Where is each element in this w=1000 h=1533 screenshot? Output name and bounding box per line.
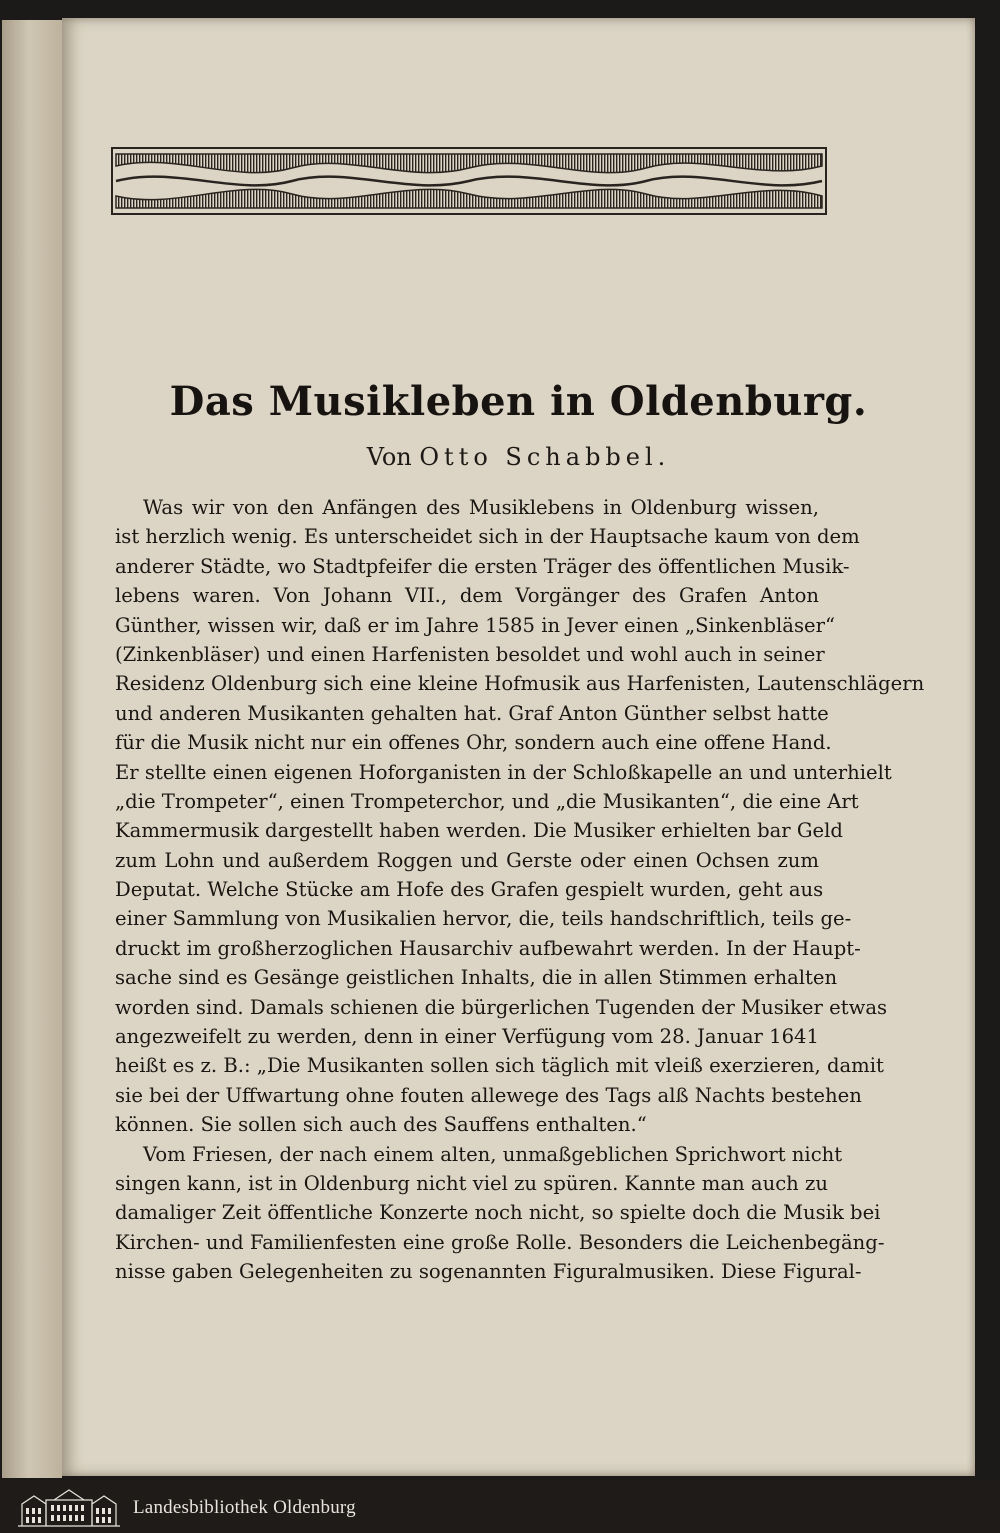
decorative-header-ornament	[112, 148, 826, 214]
text-line: Was wir von den Anfängen des Musiklebens in Oldenburg wissen,	[143, 496, 819, 519]
byline-prefix: Von	[366, 443, 412, 471]
text-line: anderer Städte, wo Stadtpfeifer die ersten Träger des öffentlichen Musik-	[115, 554, 850, 578]
text-line: angezweifelt zu werden, denn in einer Verfügung vom 28. Januar 1641	[115, 1025, 819, 1049]
text-line: sache sind es Gesänge geistlichen Inhalts, die in allen Stimmen erhalten	[115, 966, 838, 990]
book-page	[62, 18, 975, 1476]
text-line: für die Musik nicht nur ein offenes Ohr, sondern auch eine offene Hand.	[115, 731, 832, 755]
previous-page-edge	[2, 20, 62, 1478]
text-line: „die Trompeter“, einen Trompeterchor, und „die Musikanten“, die eine Art	[115, 789, 859, 813]
author-name: Otto Schabbel.	[419, 443, 671, 471]
text-line: nisse gaben Gelegenheiten zu sogenannten Figuralmusiken. Diese Figural-	[115, 1260, 862, 1284]
text-line: zum Lohn und außerdem Roggen und Gerste oder einen Ochsen zum	[115, 848, 819, 872]
text-line: Vom Friesen, der nach einem alten, unmaßgeblichen Sprichwort nicht	[143, 1142, 843, 1166]
text-line: Kirchen- und Familienfesten eine große Rolle. Besonders die Leichenbegäng-	[115, 1230, 885, 1254]
article-title: Das Musikleben in Oldenburg.	[169, 378, 868, 425]
text-line: Günther, wissen wir, daß er im Jahre 1585 in Jever einen „Sinkenbläser“	[115, 613, 836, 637]
text-line: und anderen Musikanten gehalten hat. Graf Anton Günther selbst hatte	[115, 701, 829, 725]
text-line: sie bei der Uffwartung ohne fouten allewege des Tags alß Nachts bestehen	[115, 1083, 862, 1107]
text-line: heißt es z. B.: „Die Musikanten sollen sich täglich mit vleiß exerzieren, damit	[115, 1054, 884, 1078]
library-name: Landesbibliothek Oldenburg	[133, 1497, 356, 1518]
library-footer-bar	[0, 1480, 1000, 1533]
text-line: worden sind. Damals schienen die bürgerlichen Tugenden der Musiker etwas	[115, 995, 888, 1019]
text-line: Deputat. Welche Stücke am Hofe des Grafen gespielt wurden, geht aus	[115, 878, 824, 902]
article-body	[115, 493, 925, 1287]
text-line: können. Sie sollen sich auch des Sauffens enthalten.“	[115, 1113, 647, 1137]
text-line: Residenz Oldenburg sich eine kleine Hofmusik aus Harfenisten, Lautenschlägern	[115, 672, 925, 696]
text-line: Kammermusik dargestellt haben werden. Die Musiker erhielten bar Geld	[115, 819, 843, 843]
text-line: ist herzlich wenig. Es unterscheidet sich in der Hauptsache kaum von dem	[115, 525, 860, 549]
text-line: einer Sammlung von Musikalien hervor, die, teils handschriftlich, teils ge-	[115, 907, 852, 931]
text-line: (Zinkenbläser) und einen Harfenisten besoldet und wohl auch in seiner	[115, 642, 825, 666]
text-line: Er stellte einen eigenen Hoforganisten in der Schloßkapelle an und unterhielt	[115, 760, 892, 784]
library-building-logo	[16, 1486, 122, 1528]
byline	[62, 443, 975, 471]
text-line: singen kann, ist in Oldenburg nicht viel zu spüren. Kannte man auch zu	[115, 1171, 828, 1195]
text-line: damaliger Zeit öffentliche Konzerte noch nicht, so spielte doch die Musik bei	[115, 1201, 881, 1225]
text-line: lebens waren. Von Johann VII., dem Vorgänger des Grafen Anton	[115, 584, 819, 608]
text-line: druckt im großherzoglichen Hausarchiv aufbewahrt werden. In der Haupt-	[115, 936, 861, 960]
